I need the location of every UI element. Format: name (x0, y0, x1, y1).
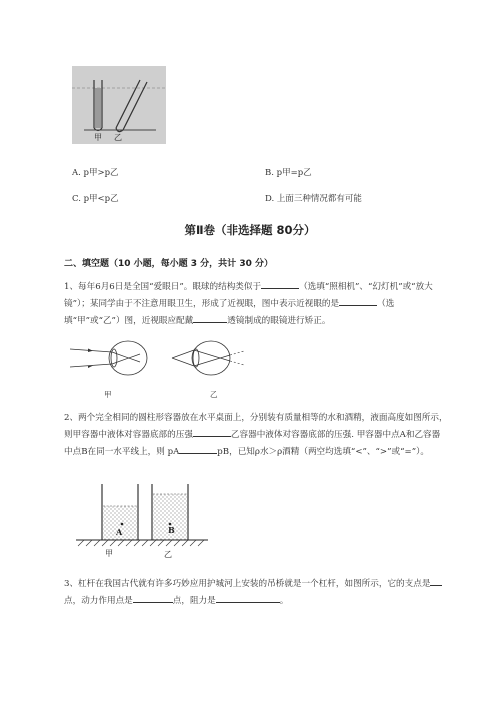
q1-blank-1[interactable] (261, 278, 299, 289)
q3-blank-1[interactable] (430, 575, 442, 586)
point-a-label: A (116, 527, 123, 537)
q3-blank-3[interactable] (216, 592, 280, 603)
tube-label-jia: 甲 (94, 133, 102, 142)
point-b-label: B (168, 525, 175, 535)
container-label-jia: 甲 (105, 549, 113, 558)
q2-text-1: 2、两个完全相同的圆柱形容器放在水平桌面上，分别装有质量相等的水和酒精，液面高度如图所示，则甲容器中液体对容器底部的压强 (64, 413, 448, 440)
q1-text-4: 透镜制成的眼镜进行矫正。 (227, 316, 331, 326)
container-label-yi: 乙 (164, 550, 172, 559)
q2-text-3: pB，已知ρ水＞ρ酒精（两空均选填“<”、“>”或“=”）。 (217, 447, 429, 457)
q3-text-1: 3、杠杆在我国古代就有许多巧妙应用护城河上安装的吊桥就是一个杠杆，如图所示，它的支点是 (64, 579, 431, 589)
eye-label-yi: 乙 (210, 390, 218, 399)
question-2 (64, 410, 448, 460)
part-heading: 二、填空题（10 小题，每小题 3 分，共计 30 分） (64, 259, 273, 269)
tube-label-yi: 乙 (114, 133, 122, 142)
option-b: B. p甲=p乙 (265, 168, 312, 178)
eye-diagram (68, 335, 278, 403)
q3-text-3: 点，阻力是 (172, 596, 216, 606)
test-tube-photo (72, 66, 166, 144)
question-3 (64, 575, 448, 609)
question-1 (64, 278, 448, 329)
eye-label-jia: 甲 (104, 390, 112, 399)
q1-blank-3[interactable] (193, 312, 227, 323)
container-diagram (72, 478, 212, 560)
q3-blank-2[interactable] (133, 592, 173, 603)
q2-text-2: 乙容器中液体对容器底部的压强. 甲容器中点A和乙容器中点B在同一水平线上，则 pA (64, 430, 441, 457)
option-d: D. 上面三种情况都有可能 (265, 194, 362, 204)
q1-text-1: 1、每年6月6日是全国“爱眼日”。眼球的结构类似于 (64, 282, 262, 292)
q3-text-2: 点，动力作用点是 (64, 596, 133, 606)
q1-blank-2[interactable] (339, 295, 377, 306)
q1-text-2: （选填“照相机”、“幻灯机”或“放大镜”）；某同学由于不注意用眼卫生，形成了近视眼，图中表示近视眼的是 (64, 282, 433, 309)
q2-blank-1[interactable] (193, 426, 231, 437)
option-a: A. p甲>p乙 (72, 168, 119, 178)
q2-blank-2[interactable] (179, 443, 217, 454)
q3-text-4: 。 (279, 596, 289, 606)
q1-text-3: （选填“甲”或“乙”）图，近视眼应配戴 (64, 299, 395, 326)
option-c: C. p甲<p乙 (72, 194, 119, 204)
section-title: 第Ⅱ卷（非选择题 80分） (184, 223, 316, 237)
